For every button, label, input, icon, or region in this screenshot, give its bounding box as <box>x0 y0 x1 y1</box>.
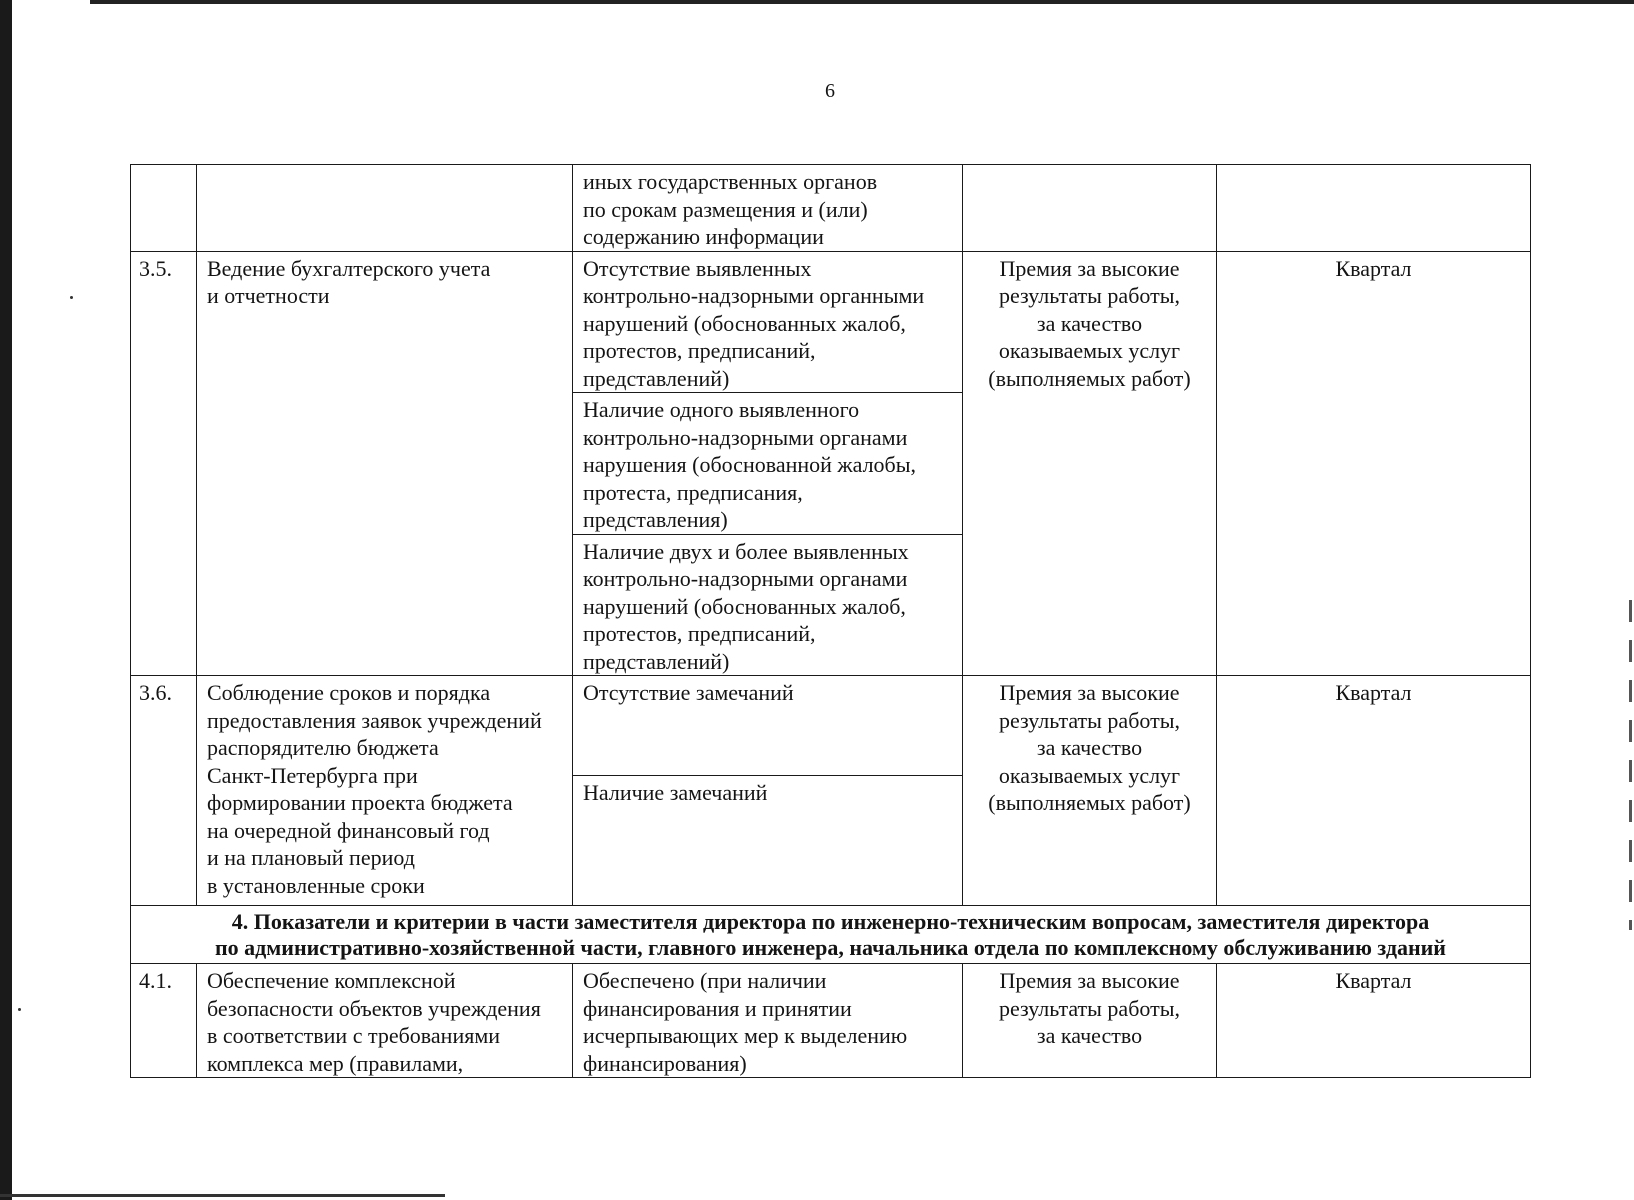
scan-speck <box>18 1008 21 1011</box>
cell-criteria: Обеспечено (при наличии финансирования и принятии исчерпывающих мер к выделению финансирования) <box>573 964 963 1078</box>
cell-number <box>131 165 197 252</box>
cell-criteria: Отсутствие выявленных контрольно-надзорными органными нарушений (обоснованных жалоб, протестов, предписаний, представлений) <box>573 251 963 393</box>
cell-period: Квартал <box>1217 964 1531 1078</box>
cell-payment: Премия за высокие результаты работы, за качество <box>963 964 1217 1078</box>
table-row-3-5 <box>131 251 1531 393</box>
page-number: 6 <box>825 80 835 102</box>
cell-criteria: Наличие замечаний <box>573 776 963 906</box>
cell-number: 3.5. <box>131 251 197 676</box>
cell-payment: Премия за высокие результаты работы, за качество оказываемых услуг (выполняемых работ) <box>963 251 1217 676</box>
scan-edge-left <box>0 0 12 1200</box>
scan-edge-top <box>90 0 1634 4</box>
table-row-3-6 <box>131 676 1531 776</box>
cell-indicator: Обеспечение комплексной безопасности объектов учреждения в соответствии с требованиями комплекса мер (правилами, <box>197 964 573 1078</box>
section-title: 4. Показатели и критерии в части заместителя директора по инженерно-техническим вопросам, заместителя директора по административно-хозяйственной части, главного инженера, начальника отдела по комплексному обслуживанию зданий <box>131 906 1531 964</box>
cell-criteria: Наличие двух и более выявленных контрольно-надзорными органами нарушений (обоснованных жалоб, протестов, предписаний, представлений) <box>573 534 963 676</box>
cell-indicator <box>197 165 573 252</box>
cell-period: Квартал <box>1217 251 1531 676</box>
cell-number: 4.1. <box>131 964 197 1078</box>
table-row-continuation <box>131 165 1531 252</box>
table-row-4-1 <box>131 964 1531 1078</box>
cell-payment: Премия за высокие результаты работы, за качество оказываемых услуг (выполняемых работ) <box>963 676 1217 906</box>
cell-number: 3.6. <box>131 676 197 906</box>
scan-marks-right <box>1629 600 1632 930</box>
cell-criteria: Отсутствие замечаний <box>573 676 963 776</box>
section-header-row <box>131 906 1531 964</box>
scan-edge-bottom <box>0 1194 445 1197</box>
cell-period <box>1217 165 1531 252</box>
scan-speck <box>70 296 73 299</box>
cell-period: Квартал <box>1217 676 1531 906</box>
cell-indicator: Соблюдение сроков и порядка предоставления заявок учреждений распорядителю бюджета Санкт-Петербурга при формировании проекта бюджета на очередной финансовый год и на плановый период в установленные сроки <box>197 676 573 906</box>
criteria-table <box>130 164 1531 1078</box>
cell-criteria: иных государственных органов по срокам размещения и (или) содержанию информации <box>573 165 963 252</box>
cell-indicator: Ведение бухгалтерского учета и отчетности <box>197 251 573 676</box>
cell-criteria: Наличие одного выявленного контрольно-надзорными органами нарушения (обоснованной жалобы, протеста, предписания, представления) <box>573 393 963 535</box>
cell-payment <box>963 165 1217 252</box>
